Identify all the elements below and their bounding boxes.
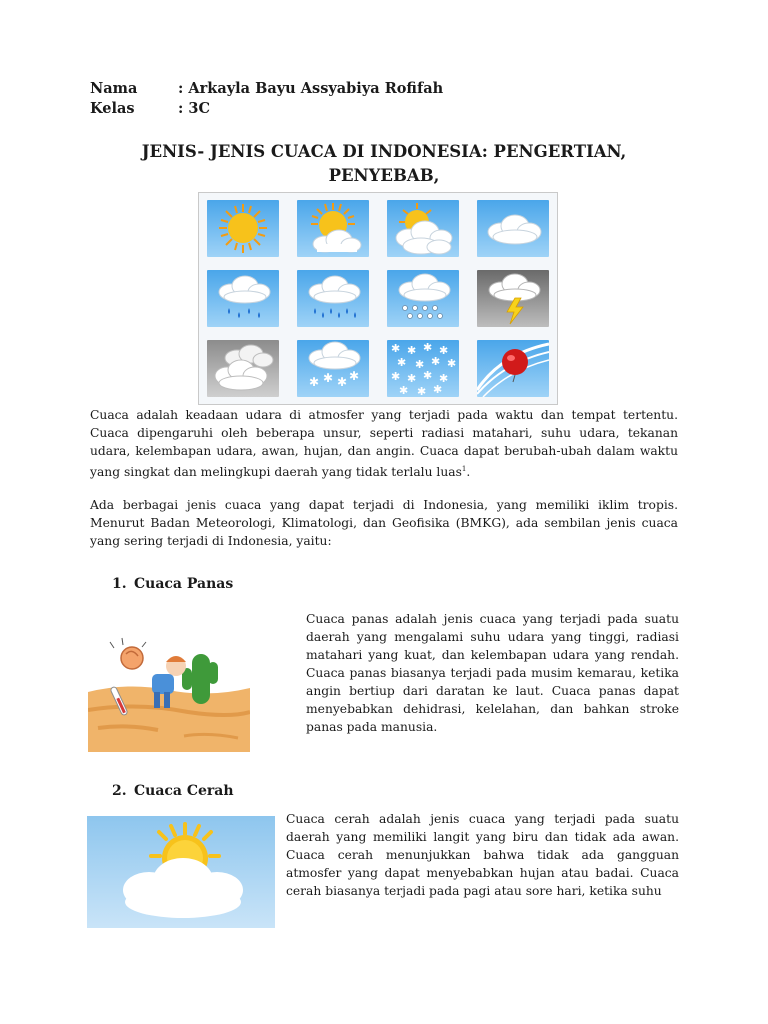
section-title: Cuaca Cerah	[134, 783, 234, 799]
paragraph-definition-text: Cuaca adalah keadaan udara di atmosfer yang terjadi pada waktu dan tempat tertentu. Cuaca dipengaruhi oleh beberapa unsur, seperti radiasi matahari, suhu udara, tekanan udara, kelembapan udara, awan, hujan, dan angin. Cuaca dapat berubah-ubah dalam waktu yang singkat dan melingkupi daerah yang tidak terlalu luas	[90, 408, 678, 480]
svg-text:✱: ✱	[391, 370, 401, 383]
svg-text:✱: ✱	[397, 356, 407, 369]
section-2-text: Cuaca cerah adalah jenis cuaca yang terjadi pada suatu daerah yang memiliki langit yang biru dan tidak ada awan. Cuaca cerah menunjukkan bahwa tidak ada gangguan atmosfer yang dapat menyebabkan hujan atau badai. Cuaca cerah biasanya terjadi pada pagi atau sore hari, ketika suhu	[286, 812, 679, 898]
thunderstorm-icon	[477, 270, 549, 327]
svg-text:✱: ✱	[433, 383, 443, 396]
svg-text:✱: ✱	[417, 385, 427, 397]
svg-text:✱: ✱	[407, 372, 417, 385]
class-value: : 3C	[178, 100, 211, 117]
light-snow-icon	[297, 340, 369, 397]
svg-text:✱: ✱	[439, 344, 449, 357]
section-heading-1	[112, 576, 233, 592]
partly-cloudy-icon	[387, 200, 459, 257]
name-row	[90, 79, 443, 99]
paragraph-intro: Ada berbagai jenis cuaca yang dapat terjadi di Indonesia, yang memiliki iklim tropis. Menurut Badan Meteorologi, Klimatologi, dan Geofisika (BMKG), ada sembilan jenis cuaca yang sering terjadi di Indonesia, yaitu:	[90, 498, 678, 548]
sunny-icon	[207, 200, 279, 257]
svg-text:✱: ✱	[407, 344, 417, 357]
student-info	[90, 79, 443, 119]
svg-text:✱: ✱	[447, 357, 457, 370]
svg-text:✱: ✱	[337, 375, 348, 389]
paragraph-definition-end: .	[466, 465, 471, 480]
svg-text:✱: ✱	[323, 371, 334, 385]
svg-text:✱: ✱	[423, 341, 433, 354]
svg-text:✱: ✱	[399, 384, 409, 397]
svg-text:✱: ✱	[423, 369, 433, 382]
svg-text:✱: ✱	[431, 355, 441, 368]
section-number: 1.	[112, 576, 127, 592]
paragraph-definition	[90, 406, 678, 481]
section-number: 2.	[112, 783, 127, 799]
class-row	[90, 99, 443, 119]
title-line-1: JENIS- JENIS CUACA DI INDONESIA: PENGERTIAN, PENYEBAB,	[141, 142, 627, 185]
windy-icon	[477, 340, 549, 397]
section-heading-2	[112, 783, 234, 799]
cloudy-icon	[477, 200, 549, 257]
section-1-text: Cuaca panas adalah jenis cuaca yang terjadi pada suatu daerah yang mengalami suhu udara yang tinggi, radiasi matahari yang kuat, dan kelembapan udara yang rendah. Cuaca panas biasanya terjadi pada musim kemarau, ketika angin bertiup dari daratan ke laut. Cuaca panas dapat menyebabkan dehidrasi, kelelahan, dan bahkan stroke panas pada manusia.	[306, 612, 679, 734]
overcast-icon	[207, 340, 279, 397]
svg-text:✱: ✱	[349, 369, 360, 383]
mostly-sunny-icon	[297, 200, 369, 257]
heavy-snow-icon	[387, 340, 459, 397]
weather-icons-figure	[198, 192, 558, 405]
rain-icon	[297, 270, 369, 327]
svg-text:✱: ✱	[309, 375, 320, 389]
name-label: Nama	[90, 80, 138, 97]
section-title: Cuaca Panas	[134, 576, 234, 592]
light-rain-icon	[207, 270, 279, 327]
svg-text:✱: ✱	[415, 358, 425, 371]
svg-text:✱: ✱	[439, 372, 449, 385]
name-value: : Arkayla Bayu Assyabiya Rofifah	[178, 80, 444, 97]
svg-text:✱: ✱	[391, 342, 401, 355]
hot-weather-illustration	[88, 632, 250, 756]
sunny-weather-illustration	[87, 816, 275, 932]
hail-icon	[387, 270, 459, 327]
class-label: Kelas	[90, 100, 135, 117]
footnote-marker: 1	[461, 465, 467, 473]
